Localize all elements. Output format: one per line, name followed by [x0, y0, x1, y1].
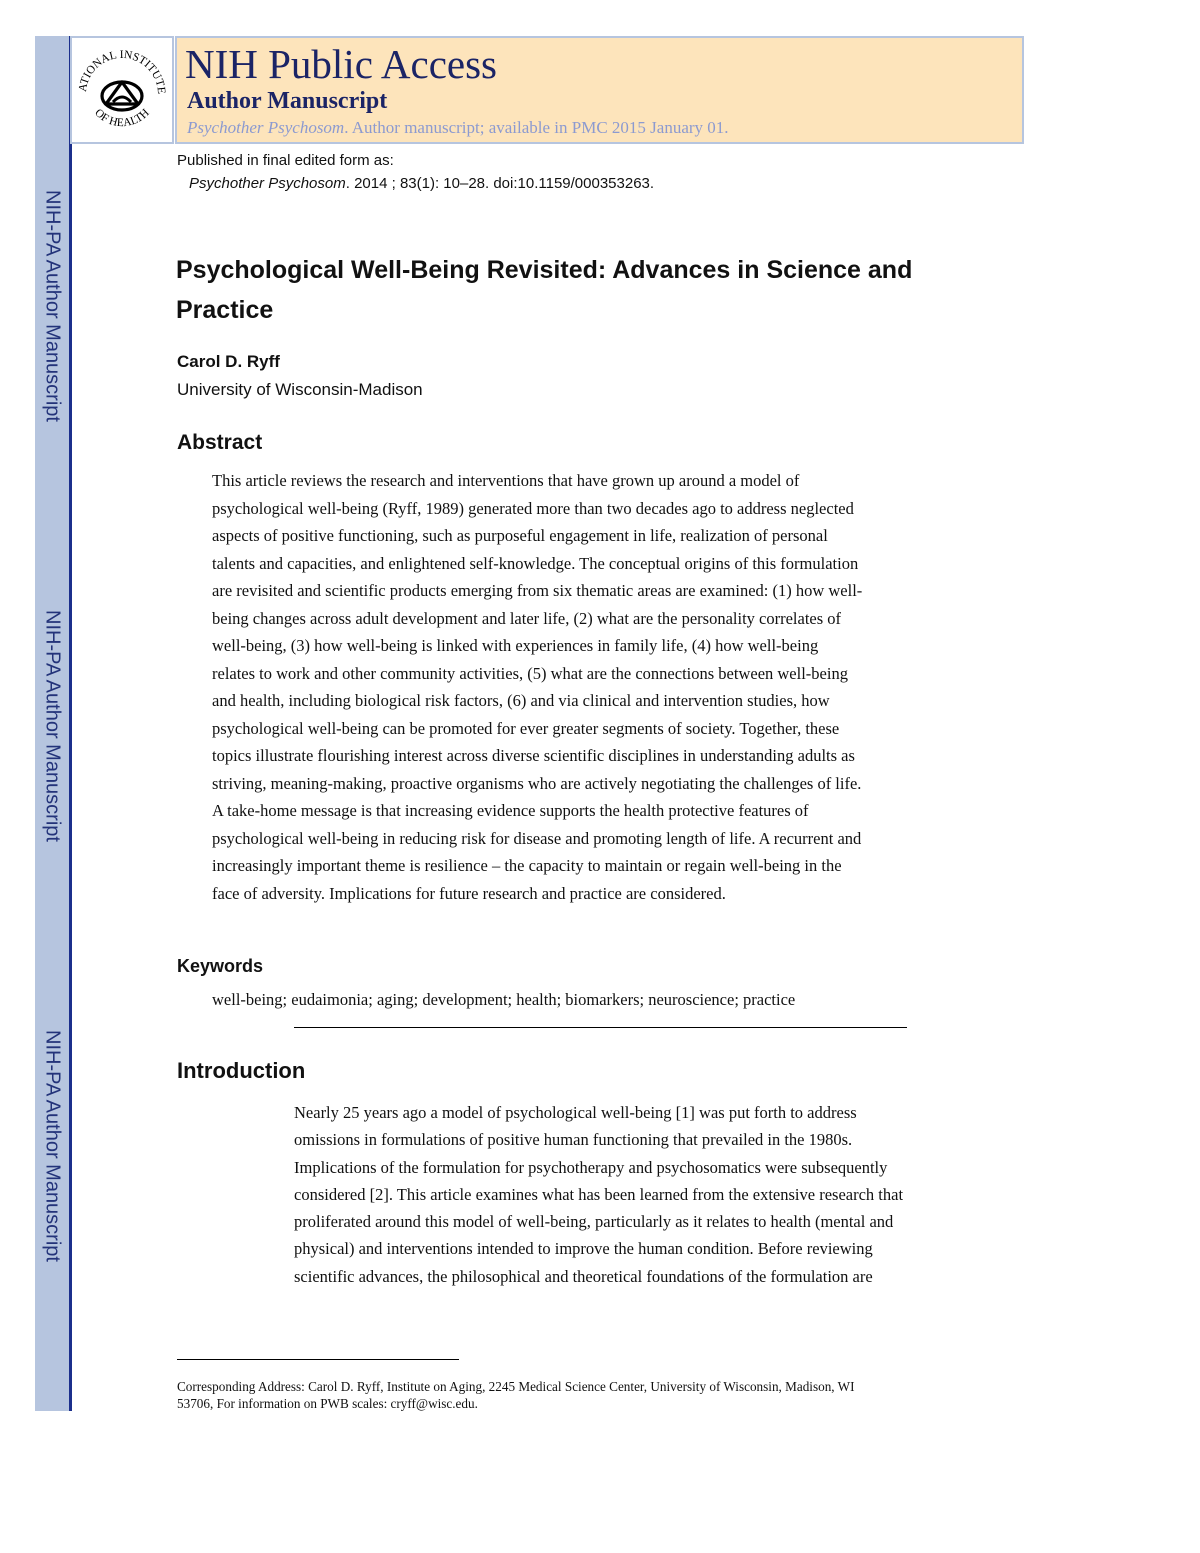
abstract-line: talents and capacities, and enlightened self-knowledge. The conceptual origins of this formulation [212, 553, 859, 573]
sidebar [35, 36, 72, 1411]
banner-journal: Psychother Psychosom [187, 118, 345, 137]
published-details: . 2014 ; 83(1): 10–28. doi:10.1159/000353263. [345, 175, 655, 192]
published-citation [189, 175, 654, 192]
article-title-line: Psychological Well-Being Revisited: Advances in Science and [176, 256, 913, 284]
introduction-line: physical) and interventions intended to improve the human condition. Before reviewing [294, 1239, 873, 1259]
sidebar-label-bottom [35, 996, 69, 1296]
footnote-divider [177, 1359, 459, 1360]
introduction-line: Implications of the formulation for psychotherapy and psychosomatics were subsequently [294, 1157, 888, 1177]
sidebar-label-middle [35, 576, 69, 876]
nih-logo [70, 36, 174, 144]
keywords-list: well-being; eudaimonia; aging; development; health; biomarkers; neuroscience; practice [212, 990, 796, 1009]
published-journal: Psychother Psychosom [189, 175, 346, 192]
introduction-heading: Introduction [177, 1058, 306, 1083]
abstract-line: This article reviews the research and interventions that have grown up around a model of [212, 471, 800, 490]
abstract-line: well-being, (3) how well-being is linked with experiences in family life, (4) how well-being [212, 636, 819, 655]
abstract-line: face of adversity. Implications for future research and practice are considered. [212, 883, 726, 903]
footnote-line: 53706, For information on PWB scales: cryff@wisc.edu. [177, 1396, 478, 1411]
svg-text:NATIONAL INSTITUTES: ATIONAL INSTITUTE [76, 48, 168, 95]
banner-availability-text: . Author manuscript; available in PMC 2015 January 01. [344, 118, 729, 137]
abstract-line: psychological well-being can be promoted for ever greater segments of society. Together, these [212, 718, 840, 738]
svg-text:OF HEALTH: OF HEALTH [92, 106, 152, 130]
banner-title: NIH Public Access [185, 41, 498, 87]
footnote [177, 1378, 997, 1412]
abstract-line: and health, including biological risk factors, (6) and via clinical and intervention studies, how [212, 691, 830, 710]
abstract-line: aspects of positive functioning, such as purposeful engagement in life, realization of personal [212, 526, 828, 545]
sidebar-label-top [35, 156, 69, 456]
published-label: Published in final edited form as: [177, 152, 394, 169]
footnote-line: Corresponding Address: Carol D. Ryff, Institute on Aging, 2245 Medical Science Center, University of Wisconsin, Madison, WI [177, 1379, 855, 1394]
abstract-heading: Abstract [177, 431, 263, 454]
abstract-line: topics illustrate flourishing interest across diverse scientific disciplines in understanding adults as [212, 746, 855, 765]
sidebar-label-text: NIH-PA Author Manuscript [41, 190, 64, 422]
abstract-line: striving, meaning-making, proactive organisms who are actively negotiating the challenges of life. [212, 773, 862, 793]
introduction-line: considered [2]. This article examines what has been learned from the extensive research that [294, 1184, 904, 1204]
abstract-line: psychological well-being (Ryff, 1989) generated more than two decades ago to address neglected [212, 498, 854, 518]
sidebar-label-text: NIH-PA Author Manuscript [41, 610, 64, 842]
introduction-line: omissions in formulations of positive human functioning that prevailed in the 1980s. [294, 1130, 853, 1150]
abstract-line: being changes across adult development and later life, (2) what are the personality correlates of [212, 608, 842, 628]
author-affiliation: University of Wisconsin-Madison [177, 380, 423, 399]
abstract-line: A take-home message is that increasing evidence supports the health protective features of [212, 801, 809, 820]
author-name: Carol D. Ryff [177, 352, 280, 371]
nih-seal-icon [72, 38, 172, 142]
introduction-line: scientific advances, the philosophical and theoretical foundations of the formulation are [294, 1266, 873, 1286]
abstract-line: psychological well-being in reducing risk for disease and promoting length of life. A recurrent and [212, 828, 862, 848]
introduction-body [294, 1099, 1024, 1290]
abstract-body [212, 467, 1002, 907]
sidebar-label-text: NIH-PA Author Manuscript [41, 1030, 64, 1262]
abstract-line: increasingly important theme is resilience – the capacity to maintain or regain well-being in the [212, 856, 842, 875]
nih-banner [175, 36, 1024, 144]
introduction-line: Nearly 25 years ago a model of psychological well-being [1] was put forth to address [294, 1103, 857, 1122]
banner-subtitle: Author Manuscript [187, 88, 388, 114]
introduction-line: proliferated around this model of well-being, particularly as it relates to health (mental and [294, 1212, 894, 1232]
abstract-line: relates to work and other community activities, (5) what are the connections between well-being [212, 663, 848, 683]
abstract-line: are revisited and scientific products emerging from six thematic areas are examined: (1) how well- [212, 581, 863, 600]
keywords-heading: Keywords [177, 956, 264, 976]
banner-availability [187, 118, 729, 138]
article-title [176, 250, 1006, 330]
section-divider [294, 1027, 907, 1028]
article-title-line: Practice [176, 296, 274, 324]
